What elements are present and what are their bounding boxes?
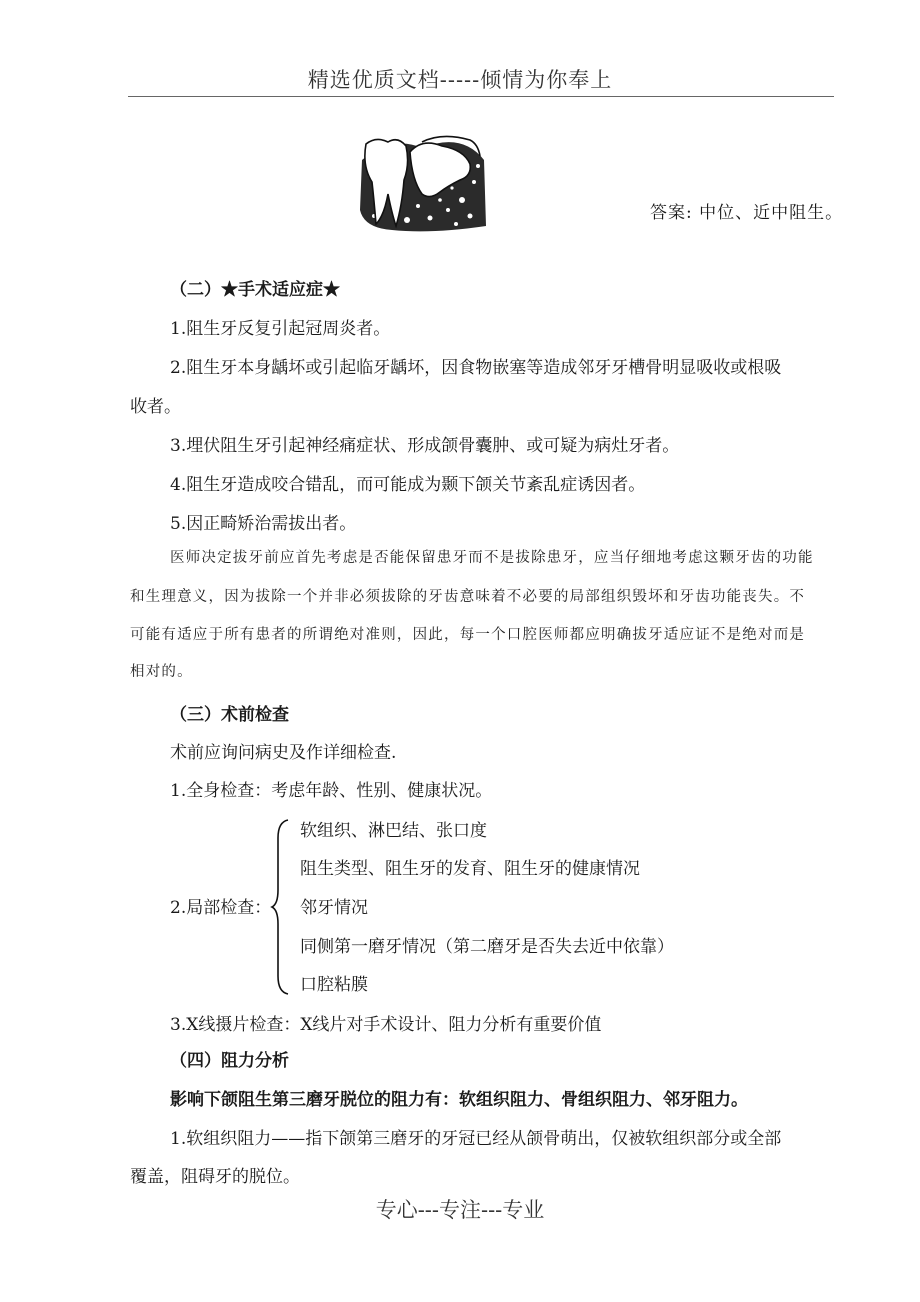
indication-item: 收者。 xyxy=(130,397,181,417)
resistance-summary: 影响下颌阻生第三磨牙脱位的阻力有：软组织阻力、骨组织阻力、邻牙阻力。 xyxy=(170,1090,748,1110)
local-exam-subitem: 软组织、淋巴结、张口度 xyxy=(300,821,487,841)
preop-intro: 术前应询问病史及作详细检查. xyxy=(170,743,397,763)
indication-item: 4.阻生牙造成咬合错乱，而可能成为颞下颌关节紊乱症诱因者。 xyxy=(170,475,646,495)
header-divider xyxy=(128,96,834,97)
note-line: 和生理意义，因为拔除一个并非必须拔除的牙齿意味着不必要的局部组织毁坏和牙齿功能丧失。不 xyxy=(130,589,806,605)
curly-brace xyxy=(270,818,292,996)
indication-item: 5.因正畸矫治需拔出者。 xyxy=(170,514,357,534)
section-heading-resistance: （四）阻力分析 xyxy=(170,1051,289,1071)
section-heading-indications: （二）★手术适应症★ xyxy=(170,280,340,300)
note-line: 可能有适应于所有患者的所谓绝对准则，因此，每一个口腔医师都应明确拔牙适应证不是绝对而是 xyxy=(130,627,806,643)
page-footer: 专心---专注---专业 xyxy=(375,1198,545,1222)
indication-item: 3.埋伏阻生牙引起神经痛症状、形成颌骨囊肿、或可疑为病灶牙者。 xyxy=(170,436,680,456)
tooth-illustration xyxy=(352,130,488,234)
note-line: 医师决定拔牙前应首先考虑是否能保留患牙而不是拔除患牙，应当仔细地考虑这颗牙齿的功能 xyxy=(170,550,814,566)
resistance-item: 覆盖，阻碍牙的脱位。 xyxy=(130,1167,300,1187)
local-exam-subitem: 同侧第一磨牙情况（第二磨牙是否失去近中依靠） xyxy=(300,937,674,957)
preop-item-xray: 3.X线摄片检查：X线片对手术设计、阻力分析有重要价值 xyxy=(170,1015,602,1035)
local-exam-subitem: 邻牙情况 xyxy=(300,898,368,918)
note-line: 相对的。 xyxy=(130,664,193,680)
local-exam-subitem: 阻生类型、阻生牙的发育、阻生牙的健康情况 xyxy=(300,859,640,879)
preop-item-general: 1.全身检查：考虑年龄、性别、健康状况。 xyxy=(170,781,493,801)
indication-item: 1.阻生牙反复引起冠周炎者。 xyxy=(170,319,391,339)
section-heading-preop-exam: （三）术前检查 xyxy=(170,705,289,725)
page-header: 精选优质文档-----倾情为你奉上 xyxy=(307,68,613,92)
local-exam-subitem: 口腔粘膜 xyxy=(300,975,368,995)
preop-item-local-label: 2.局部检查： xyxy=(170,898,272,918)
indication-item: 2.阻生牙本身龋坏或引起临牙龋坏，因食物嵌塞等造成邻牙牙槽骨明显吸收或根吸 xyxy=(170,358,782,378)
figure-answer: 答案: 中位、近中阻生。 xyxy=(650,203,844,223)
resistance-item: 1.软组织阻力——指下颌第三磨牙的牙冠已经从颌骨萌出，仅被软组织部分或全部 xyxy=(170,1129,782,1149)
